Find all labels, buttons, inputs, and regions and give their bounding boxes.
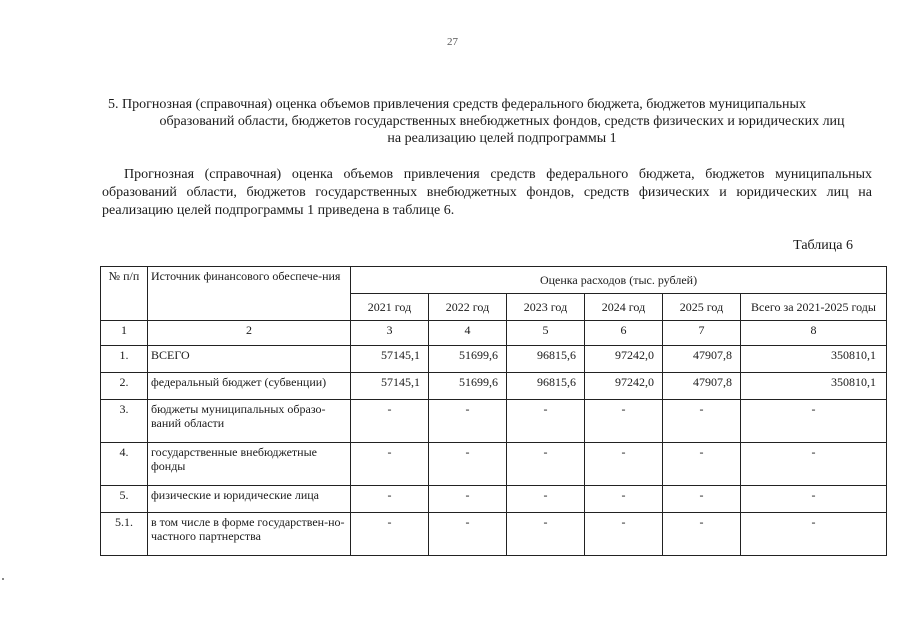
scan-artifact: [2, 578, 4, 580]
table-row: [101, 486, 887, 513]
row-value: 97242,0: [585, 346, 663, 373]
row-total: 350810,1: [741, 346, 887, 373]
row-total: -: [741, 513, 887, 556]
table-row: [101, 513, 887, 556]
header-year: 2023 год: [507, 294, 585, 321]
heading-line-2: образований области, бюджетов государственных внебюджетных фондов, средств физических и юридических лиц: [159, 114, 845, 129]
header-year: 2024 год: [585, 294, 663, 321]
row-value: -: [663, 486, 741, 513]
page-number: 27: [447, 36, 458, 48]
row-value: -: [663, 400, 741, 443]
header-year: 2022 год: [429, 294, 507, 321]
index-cell: 4: [429, 321, 507, 346]
intro-paragraph: Прогнозная (справочная) оценка объемов привлечения средств федерального бюджета, бюджетов муниципальных образований области, бюджетов государственных внебюджетных фондов, средств физических и юридических лиц на реализацию целей подпрограммы 1 приведена в таблице 6.: [102, 167, 872, 218]
row-num: 5.1.: [101, 513, 148, 556]
row-num: 1.: [101, 346, 148, 373]
row-total: -: [741, 443, 887, 486]
row-value: -: [663, 443, 741, 486]
index-cell: 2: [148, 321, 351, 346]
row-source: в том числе в форме государствен-но-частного партнерства: [148, 513, 351, 556]
table-row: [101, 373, 887, 400]
row-value: -: [507, 443, 585, 486]
funding-table: [100, 266, 887, 556]
row-source: ВСЕГО: [148, 346, 351, 373]
index-cell: 7: [663, 321, 741, 346]
index-cell: 8: [741, 321, 887, 346]
table-header-row: [101, 267, 887, 294]
table-row: [101, 443, 887, 486]
table-caption: Таблица 6: [793, 238, 853, 253]
row-value: 47907,8: [663, 373, 741, 400]
header-year: 2021 год: [351, 294, 429, 321]
index-cell: 1: [101, 321, 148, 346]
index-cell: 3: [351, 321, 429, 346]
row-value: -: [585, 486, 663, 513]
row-value: 51699,6: [429, 373, 507, 400]
row-value: -: [429, 443, 507, 486]
row-value: -: [585, 513, 663, 556]
row-value: 47907,8: [663, 346, 741, 373]
row-source: бюджеты муниципальных образо-ваний области: [148, 400, 351, 443]
row-value: 96815,6: [507, 346, 585, 373]
row-value: -: [585, 443, 663, 486]
header-estimate: Оценка расходов (тыс. рублей): [351, 267, 887, 294]
heading-line-3: на реализацию целей подпрограммы 1: [387, 131, 617, 146]
row-total: -: [741, 400, 887, 443]
row-num: 3.: [101, 400, 148, 443]
row-value: -: [507, 486, 585, 513]
row-value: 96815,6: [507, 373, 585, 400]
row-total: 350810,1: [741, 373, 887, 400]
section-heading: [108, 96, 878, 147]
table-row: [101, 346, 887, 373]
row-value: -: [507, 400, 585, 443]
row-total: -: [741, 486, 887, 513]
header-year: 2025 год: [663, 294, 741, 321]
header-total: Всего за 2021-2025 годы: [741, 294, 887, 321]
row-value: 97242,0: [585, 373, 663, 400]
table-row: [101, 400, 887, 443]
header-num: № п/п: [101, 267, 148, 321]
row-value: -: [429, 486, 507, 513]
row-value: 57145,1: [351, 346, 429, 373]
row-value: -: [429, 513, 507, 556]
row-source: федеральный бюджет (субвенции): [148, 373, 351, 400]
index-cell: 5: [507, 321, 585, 346]
row-value: -: [663, 513, 741, 556]
row-value: -: [351, 513, 429, 556]
index-cell: 6: [585, 321, 663, 346]
row-num: 5.: [101, 486, 148, 513]
heading-line-1: 5. Прогнозная (справочная) оценка объемов привлечения средств федерального бюджета, бюджетов муниципальных: [108, 97, 806, 112]
row-value: 51699,6: [429, 346, 507, 373]
row-source: физические и юридические лица: [148, 486, 351, 513]
row-value: -: [585, 400, 663, 443]
row-value: -: [429, 400, 507, 443]
row-source: государственные внебюджетные фонды: [148, 443, 351, 486]
row-value: -: [351, 443, 429, 486]
row-num: 2.: [101, 373, 148, 400]
row-value: 57145,1: [351, 373, 429, 400]
row-value: -: [507, 513, 585, 556]
row-value: -: [351, 486, 429, 513]
row-num: 4.: [101, 443, 148, 486]
header-source: Источник финансового обеспече-ния: [148, 267, 351, 321]
row-value: -: [351, 400, 429, 443]
table-index-row: [101, 321, 887, 346]
